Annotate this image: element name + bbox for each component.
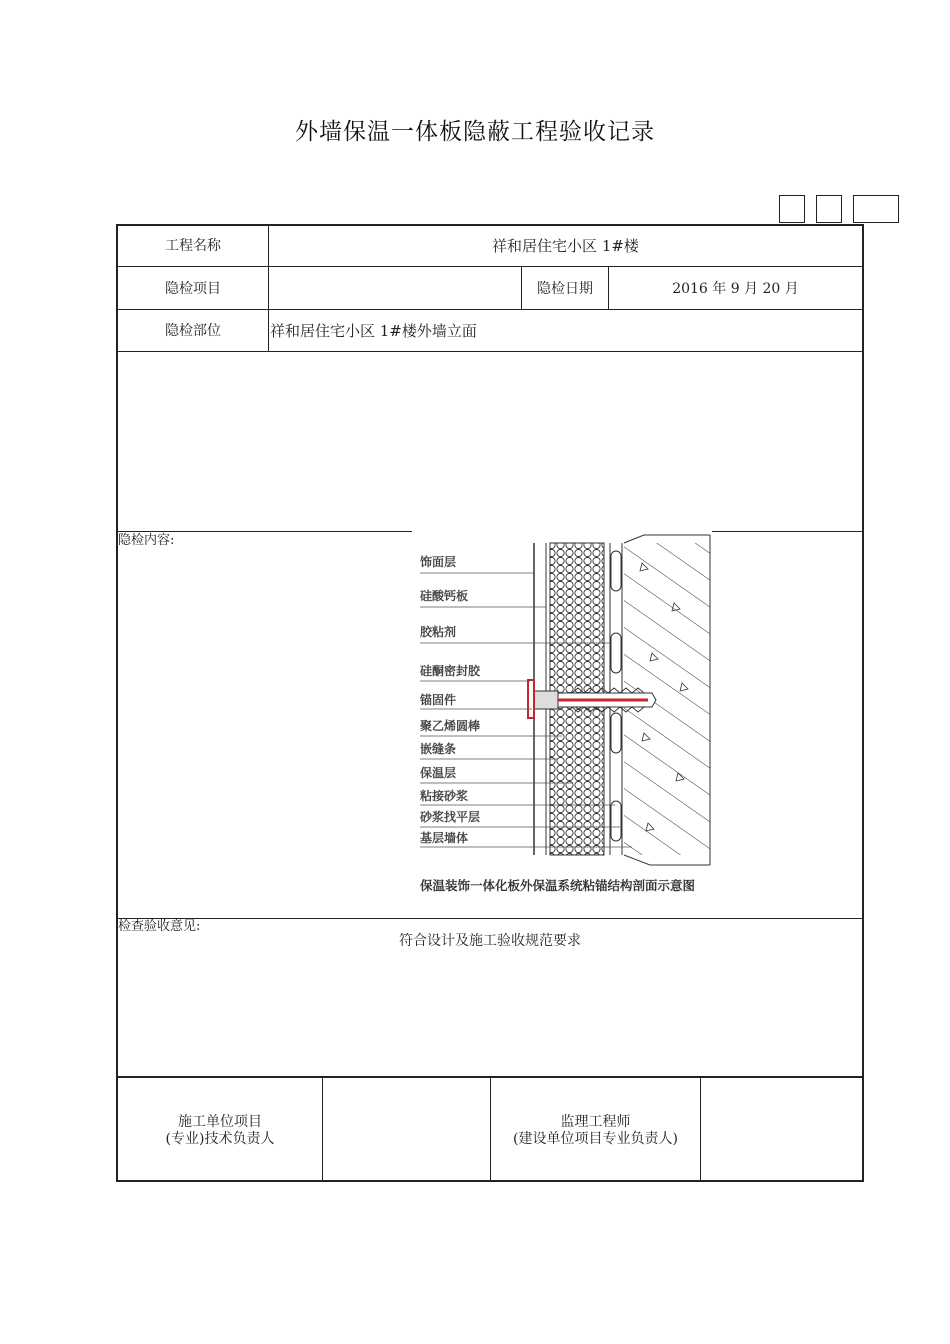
diagram-label: 聚乙烯圆棒 bbox=[420, 719, 481, 733]
table-border-left bbox=[116, 224, 118, 1182]
construction-signer-line1: 施工单位项目 bbox=[178, 1114, 262, 1130]
inspection-date-value[interactable]: 2016 年 9 月 20 月 bbox=[672, 281, 799, 297]
inspection-date-label: 隐检日期 bbox=[537, 281, 593, 297]
row-divider bbox=[116, 309, 864, 310]
diagram-label: 饰面层 bbox=[420, 555, 457, 569]
diagram-caption: 保温装饰一体化板外保温系统粘锚结构剖面示意图 bbox=[420, 878, 696, 893]
supervisor-signer-line1: 监理工程师 bbox=[560, 1114, 631, 1130]
diagram-label: 嵌缝条 bbox=[420, 742, 457, 756]
construction-signer-label bbox=[118, 1114, 322, 1148]
row-divider bbox=[116, 351, 864, 352]
inspection-location-value[interactable]: 祥和居住宅小区 1#楼外墙立面 bbox=[270, 322, 477, 340]
supervisor-signer-label bbox=[491, 1114, 700, 1148]
record-number-box-3[interactable] bbox=[853, 195, 899, 223]
inspection-location-label: 隐检部位 bbox=[165, 323, 221, 339]
row-divider bbox=[712, 531, 864, 532]
row-divider bbox=[116, 266, 864, 267]
diagram-label: 硅酸钙板 bbox=[420, 589, 469, 603]
insulation-section-diagram bbox=[412, 533, 712, 898]
diagram-label: 砂浆找平层 bbox=[420, 810, 481, 824]
opinion-value[interactable]: 符合设计及施工验收规范要求 bbox=[399, 933, 581, 949]
diagram-label: 锚固件 bbox=[420, 693, 457, 707]
diagram-label: 硅酮密封胶 bbox=[420, 664, 481, 678]
construction-signature-field[interactable] bbox=[323, 1078, 489, 1178]
project-name-value[interactable]: 祥和居住宅小区 1#楼 bbox=[492, 237, 639, 255]
page-title: 外墙保温一体板隐蔽工程验收记录 bbox=[295, 119, 655, 145]
inspection-item-label: 隐检项目 bbox=[165, 281, 221, 297]
supervisor-signature-field[interactable] bbox=[701, 1078, 861, 1178]
table-border-top bbox=[116, 224, 864, 226]
project-name-label: 工程名称 bbox=[165, 238, 221, 254]
diagram-label: 粘接砂浆 bbox=[420, 789, 469, 803]
supervisor-signer-line2: (建设单位项目专业负责人) bbox=[513, 1131, 678, 1147]
table-border-right bbox=[862, 224, 864, 1182]
content-label: 隐检内容: bbox=[118, 533, 175, 548]
diagram-label: 保温层 bbox=[420, 766, 457, 780]
diagram-label: 胶粘剂 bbox=[420, 625, 457, 639]
record-number-box-2[interactable] bbox=[816, 195, 842, 223]
opinion-label: 检查验收意见: bbox=[118, 919, 201, 934]
diagram-label: 基层墙体 bbox=[420, 831, 469, 845]
row-divider bbox=[116, 918, 864, 919]
construction-signer-line2: (专业)技术负责人 bbox=[165, 1131, 275, 1147]
record-number-box-1[interactable] bbox=[779, 195, 805, 223]
